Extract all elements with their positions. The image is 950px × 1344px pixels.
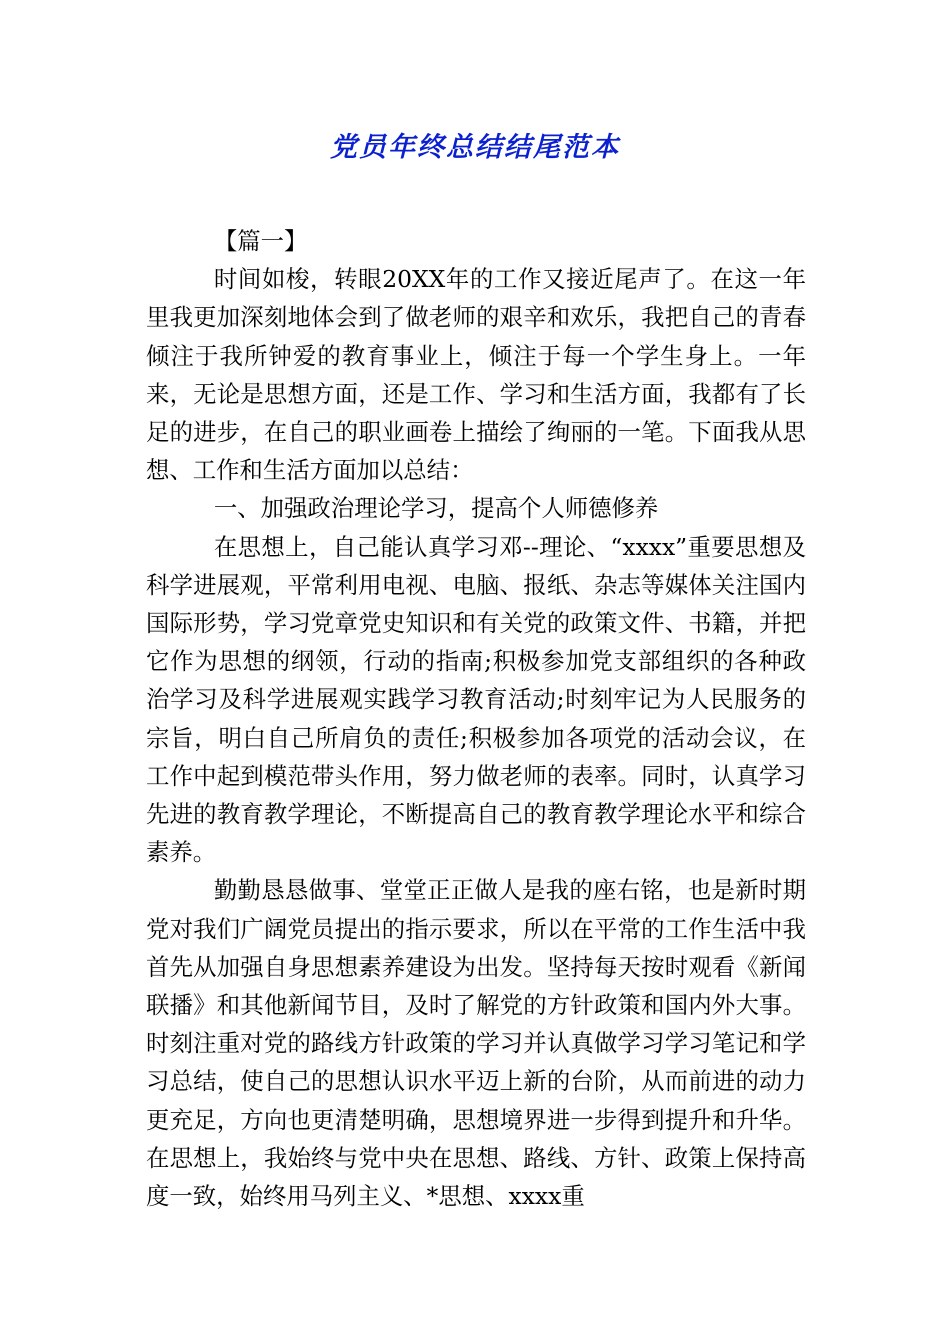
- paragraph: 在思想上，自己能认真学习邓--理论、“xxxx”重要思想及科学进展观，平常利用电视、电脑、报纸、杂志等媒体关注国内国际形势，学习党章党史知识和有关党的政策文件、书籍，并把它作为思想的纲领，行动的指南;积极参加党支部组织的各种政治学习及科学进展观实践学习教育活动;时刻牢记为人民服务的宗旨，明白自己所肩负的责任;积极参加各项党的活动会议，在工作中起到模范带头作用，努力做老师的表率。同时，认真学习先进的教育教学理论，不断提高自己的教育教学理论水平和综合素养。: [146, 532, 806, 867]
- document-title: 党员年终总结结尾范本: [330, 132, 620, 163]
- paragraph: 勤勤恳恳做事、堂堂正正做人是我的座右铭，也是新时期党对我们广阔党员提出的指示要求，所以在平常的工作生活中我首先从加强自身思想素养建设为出发。坚持每天按时观看《新闻联播》和其他新闻节目，及时了解党的方针政策和国内外大事。时刻注重对党的路线方针政策的学习并认真做学习学习笔记和学习总结，使自己的思想认识水平迈上新的台阶，从而前进的动力更充足，方向也更清楚明确，思想境界进一步得到提升和升华。在思想上，我始终与党中央在思想、路线、方针、政策上保持高度一致，始终用马列主义、*思想、xxxx重: [146, 876, 806, 1211]
- section-label: 【篇一】: [213, 227, 308, 255]
- paragraph: 时间如梭，转眼20XX年的工作又接近尾声了。在这一年里我更加深刻地体会到了做老师的艰辛和欢乐，我把自己的青春倾注于我所钟爱的教育事业上，倾注于每一个学生身上。一年来，无论是思想方面，还是工作、学习和生活方面，我都有了长足的进步，在自己的职业画卷上描绘了绚丽的一笔。下面我从思想、工作和生活方面加以总结：: [146, 265, 806, 485]
- document-body: [146, 222, 806, 1215]
- section-heading: 一、加强政治理论学习，提高个人师德修养: [213, 494, 659, 523]
